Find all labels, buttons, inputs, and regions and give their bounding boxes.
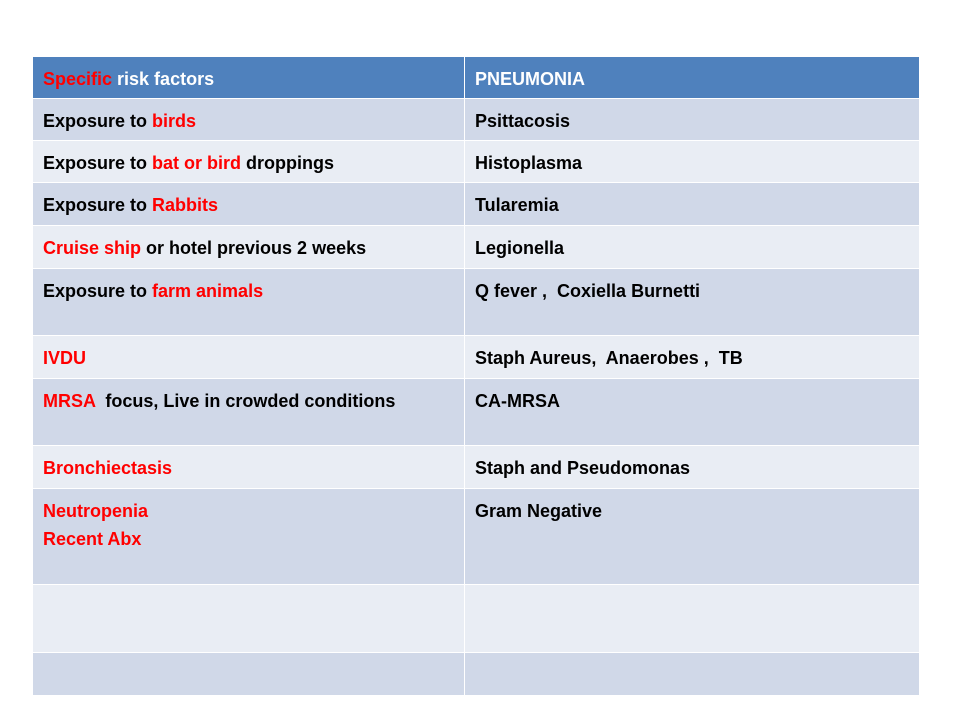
table-row <box>33 336 920 379</box>
risk-factor-cell <box>33 269 465 336</box>
risk-factor-highlight: MRSA <box>43 391 96 411</box>
header-risk-factors-highlight: Specific <box>43 69 113 89</box>
risk-factor-highlight: Cruise ship <box>43 238 142 258</box>
risk-factor-text: Exposure to <box>43 195 153 215</box>
risk-factor-cell <box>33 446 465 489</box>
pneumonia-cell: Staph Aureus, Anaerobes , TB <box>465 336 920 379</box>
pneumonia-cell: Histoplasma <box>465 141 920 183</box>
pneumonia-cell: Gram Negative <box>465 489 920 585</box>
table-row <box>33 585 920 653</box>
risk-factor-text: Exposure to <box>43 281 153 301</box>
risk-factors-table <box>32 56 920 696</box>
table-row <box>33 226 920 269</box>
table-header-row <box>33 57 920 99</box>
risk-factor-text: focus, Live in crowded conditions <box>95 391 396 411</box>
risk-factor-cell <box>33 489 465 585</box>
risk-factor-cell <box>33 99 465 141</box>
table-row <box>33 653 920 696</box>
table-row <box>33 489 920 585</box>
pneumonia-cell: Tularemia <box>465 183 920 226</box>
risk-factor-cell <box>33 183 465 226</box>
header-risk-factors-text: risk factors <box>112 69 215 89</box>
pneumonia-cell: Psittacosis <box>465 99 920 141</box>
risk-factor-cell <box>33 653 465 696</box>
table-row <box>33 99 920 141</box>
risk-factor-text: or hotel previous 2 weeks <box>141 238 367 258</box>
table-row <box>33 183 920 226</box>
risk-factor-highlight: Rabbits <box>152 195 219 215</box>
pneumonia-cell: Legionella <box>465 226 920 269</box>
table-row <box>33 141 920 183</box>
risk-factor-cell <box>33 379 465 446</box>
risk-factor-highlight: Bronchiectasis <box>43 458 173 478</box>
risk-factor-highlight: birds <box>152 111 197 131</box>
pneumonia-cell: Q fever , Coxiella Burnetti <box>465 269 920 336</box>
table-row <box>33 446 920 489</box>
risk-factor-highlight: bat or bird <box>152 153 242 173</box>
table-row <box>33 379 920 446</box>
header-risk-factors <box>33 57 465 99</box>
table-row <box>33 269 920 336</box>
risk-factor-highlight: Neutropenia <box>43 501 149 521</box>
risk-factor-highlight: Recent Abx <box>43 529 142 549</box>
risk-factor-cell <box>33 336 465 379</box>
header-pneumonia: PNEUMONIA <box>465 57 920 99</box>
risk-factor-text: Exposure to <box>43 153 153 173</box>
pneumonia-cell <box>465 653 920 696</box>
risk-factor-cell <box>33 141 465 183</box>
risk-factor-cell <box>33 226 465 269</box>
risk-factor-text: droppings <box>241 153 335 173</box>
risk-factor-cell <box>33 585 465 653</box>
risk-factor-highlight: IVDU <box>43 348 87 368</box>
pneumonia-cell: Staph and Pseudomonas <box>465 446 920 489</box>
risk-factor-highlight: farm animals <box>152 281 264 301</box>
pneumonia-cell <box>465 585 920 653</box>
pneumonia-cell: CA-MRSA <box>465 379 920 446</box>
risk-factor-text: Exposure to <box>43 111 153 131</box>
